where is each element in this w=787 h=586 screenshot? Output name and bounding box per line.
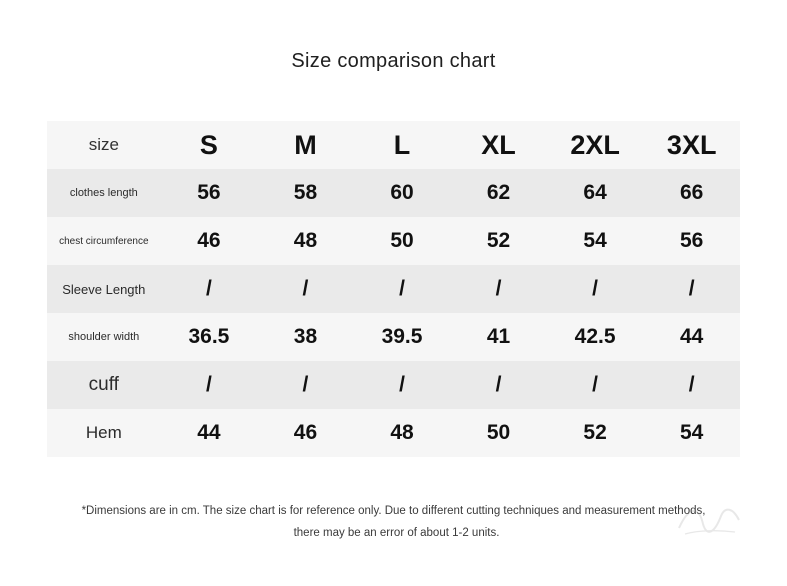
cell-shoulder-l: 39.5: [381, 325, 423, 348]
cell-sleeve-xl: /: [495, 277, 502, 300]
cell-clothes-length-m: 58: [293, 181, 318, 204]
cell-cuff-3xl: /: [688, 373, 695, 396]
size-comparison-table: [47, 121, 740, 457]
cell-chest-s: 46: [197, 229, 221, 252]
table-row: [47, 409, 740, 457]
cell-hem-s: 44: [197, 421, 221, 444]
row-label-clothes-length: clothes length: [69, 187, 138, 199]
row-label-shoulder-width: shoulder width: [68, 331, 140, 343]
cell-cuff-2xl: /: [592, 373, 599, 396]
cell-chest-3xl: 56: [680, 229, 704, 252]
cell-sleeve-m: /: [302, 277, 309, 300]
cell-shoulder-xl: 41: [486, 325, 511, 348]
table-header-row: [47, 121, 740, 169]
cell-cuff-xl: /: [495, 373, 502, 396]
cell-cuff-s: /: [205, 373, 212, 396]
row-label-sleeve-length: Sleeve Length: [62, 281, 146, 297]
cell-cuff-m: /: [302, 373, 309, 396]
header-cell-3xl: 3XL: [666, 129, 717, 160]
cell-hem-3xl: 54: [680, 421, 704, 444]
cell-cuff-l: /: [399, 373, 405, 396]
cell-sleeve-3xl: /: [688, 277, 695, 300]
header-cell-xl: XL: [481, 129, 516, 160]
cell-shoulder-s: 36.5: [188, 325, 230, 348]
header-cell-size: size: [88, 135, 119, 154]
cell-hem-l: 48: [390, 421, 414, 444]
cell-chest-m: 48: [293, 229, 318, 252]
row-label-cuff: cuff: [88, 374, 119, 395]
header-cell-l: L: [393, 129, 411, 160]
table-row: [47, 169, 740, 217]
table-row: [47, 265, 740, 313]
header-cell-m: M: [294, 129, 317, 160]
cell-shoulder-2xl: 42.5: [574, 325, 616, 348]
cell-sleeve-l: /: [399, 277, 405, 300]
row-label-chest-circumference: chest circumference: [59, 235, 149, 247]
cell-hem-2xl: 52: [583, 421, 607, 444]
cell-hem-xl: 50: [486, 421, 511, 444]
table-row: [47, 361, 740, 409]
cell-chest-xl: 52: [486, 229, 511, 252]
cell-chest-2xl: 54: [583, 229, 607, 252]
cell-sleeve-s: /: [205, 277, 212, 300]
cell-clothes-length-l: 60: [390, 181, 414, 204]
table-row: [47, 217, 740, 265]
page-title: Size comparison chart: [291, 50, 496, 72]
cell-clothes-length-s: 56: [197, 181, 221, 204]
header-cell-s: S: [199, 129, 218, 160]
cell-shoulder-m: 38: [293, 325, 318, 348]
cell-shoulder-3xl: 44: [680, 325, 704, 348]
header-cell-2xl: 2XL: [570, 129, 620, 160]
table-row: [47, 313, 740, 361]
cell-hem-m: 46: [293, 421, 318, 444]
footnote-line-1: *Dimensions are in cm. The size chart is for reference only. Due to different cutting techniques and measurement methods,: [81, 505, 706, 517]
footnote-line-2: there may be an error of about 1-2 units.: [293, 527, 500, 539]
cell-clothes-length-3xl: 66: [680, 181, 704, 204]
footnote: [0, 500, 787, 544]
row-label-hem: Hem: [85, 423, 122, 442]
cell-chest-l: 50: [390, 229, 414, 252]
cell-clothes-length-2xl: 64: [583, 181, 607, 204]
cell-clothes-length-xl: 62: [486, 181, 511, 204]
cell-sleeve-2xl: /: [592, 277, 599, 300]
size-table-container: [47, 121, 740, 457]
